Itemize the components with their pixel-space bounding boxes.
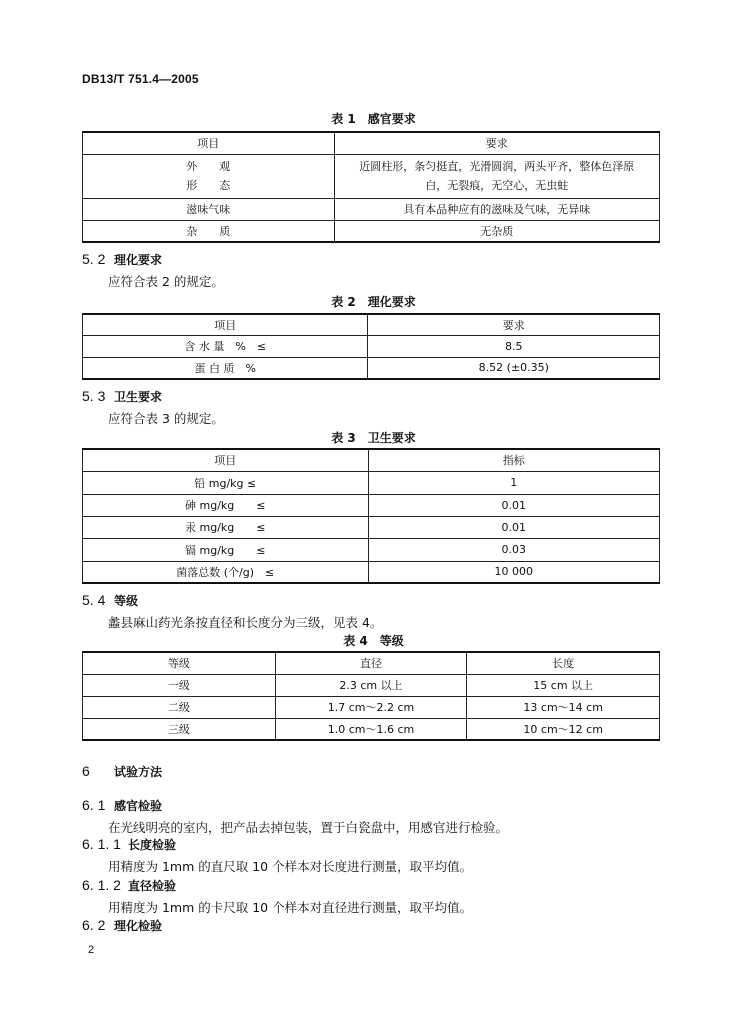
table3-val: 10 000 bbox=[368, 561, 659, 583]
table2-item: 蛋 白 质 % bbox=[83, 357, 368, 379]
section-number: 5. 2 bbox=[82, 251, 106, 267]
table2-header-row bbox=[83, 314, 660, 335]
table3-item: 铅 mg/kg ≤ bbox=[83, 471, 369, 494]
table1-req: 近圆柱形，条匀挺直，光滑圆润，两头平齐，整体色泽原 白，无裂痕，无空心，无虫蛀 bbox=[334, 154, 659, 198]
table1-item: 外 观 形 态 bbox=[83, 154, 335, 198]
section-title: 试验方法 bbox=[114, 765, 163, 779]
table-row bbox=[83, 471, 660, 494]
table4-len: 13 cm～14 cm bbox=[467, 696, 660, 718]
table2-req: 8.5 bbox=[368, 335, 660, 357]
section-title: 卫生要求 bbox=[114, 390, 163, 404]
table2-item: 含 水 量 % ≤ bbox=[83, 335, 368, 357]
table-row bbox=[83, 494, 660, 516]
table4 bbox=[82, 651, 660, 741]
section-6-1-text: 在光线明亮的室内，把产品去掉包装，置于白瓷盘中，用感官进行检验。 bbox=[108, 820, 509, 835]
table4-header-len: 长度 bbox=[467, 652, 660, 674]
section-number: 6. 2 bbox=[82, 917, 106, 933]
table-row bbox=[83, 335, 660, 357]
table4-len: 15 cm 以上 bbox=[467, 674, 660, 696]
table3-item: 菌落总数 (个/g) ≤ bbox=[83, 561, 369, 583]
table-row bbox=[83, 538, 660, 561]
table2-header-item: 项目 bbox=[83, 314, 368, 335]
section-6-1-1-heading bbox=[82, 836, 176, 853]
table3 bbox=[82, 448, 660, 584]
table1-req: 具有本品种应有的滋味及气味，无异味 bbox=[334, 198, 659, 220]
section-5-4-heading bbox=[82, 592, 138, 609]
table2-header-req: 要求 bbox=[368, 314, 660, 335]
table-row bbox=[83, 154, 660, 198]
table1-req: 无杂质 bbox=[334, 220, 659, 242]
table-row bbox=[83, 198, 660, 220]
table4-header-grade: 等级 bbox=[83, 652, 276, 674]
doc-id: DB13/T 751.4—2005 bbox=[82, 72, 199, 86]
table4-grade: 三级 bbox=[83, 718, 276, 740]
table4-len: 10 cm～12 cm bbox=[467, 718, 660, 740]
section-5-4-text: 蠡县麻山药光条按直径和长度分为三级，见表 4。 bbox=[108, 615, 383, 630]
table2 bbox=[82, 313, 660, 380]
table1-header-item: 项目 bbox=[83, 132, 335, 154]
table1 bbox=[82, 131, 660, 243]
table3-header-item: 项目 bbox=[83, 449, 369, 471]
table3-val: 0.01 bbox=[368, 494, 659, 516]
table4-dia: 1.0 cm～1.6 cm bbox=[275, 718, 467, 740]
table-row bbox=[83, 718, 660, 740]
table4-caption: 表 4 等级 bbox=[343, 634, 404, 648]
table3-item: 镉 mg/kg ≤ bbox=[83, 538, 369, 561]
table1-header-row bbox=[83, 132, 660, 154]
section-number: 6. 1 bbox=[82, 797, 106, 813]
table-row bbox=[83, 357, 660, 379]
section-5-3-text: 应符合表 3 的规定。 bbox=[108, 411, 224, 426]
table1-item: 滋味气味 bbox=[83, 198, 335, 220]
section-title: 理化检验 bbox=[114, 919, 163, 933]
table3-val: 1 bbox=[368, 471, 659, 494]
section-5-2-heading bbox=[82, 251, 162, 268]
table3-val: 0.03 bbox=[368, 538, 659, 561]
section-6-2-heading bbox=[82, 917, 162, 934]
section-title: 理化要求 bbox=[114, 253, 163, 267]
table3-item: 汞 mg/kg ≤ bbox=[83, 516, 369, 538]
table-row bbox=[83, 674, 660, 696]
table-row bbox=[83, 220, 660, 242]
section-number: 6 bbox=[82, 763, 90, 779]
table1-header-req: 要求 bbox=[334, 132, 659, 154]
table2-req: 8.52 (±0.35) bbox=[368, 357, 660, 379]
section-title: 感官检验 bbox=[114, 799, 163, 813]
page-number: 2 bbox=[88, 944, 95, 956]
section-6-1-1-text: 用精度为 1mm 的直尺取 10 个样本对长度进行测量，取平均值。 bbox=[108, 859, 473, 874]
table-row bbox=[83, 696, 660, 718]
section-title: 长度检验 bbox=[128, 838, 177, 852]
table3-item: 砷 mg/kg ≤ bbox=[83, 494, 369, 516]
section-number: 6. 1. 2 bbox=[82, 877, 121, 893]
table3-header-row bbox=[83, 449, 660, 471]
table-row bbox=[83, 561, 660, 583]
section-6-1-2-heading bbox=[82, 877, 176, 894]
table2-caption: 表 2 理化要求 bbox=[331, 295, 416, 309]
section-title: 直径检验 bbox=[128, 879, 177, 893]
table3-caption: 表 3 卫生要求 bbox=[331, 431, 416, 445]
section-5-3-heading bbox=[82, 388, 162, 405]
section-5-2-text: 应符合表 2 的规定。 bbox=[108, 274, 224, 289]
section-number: 5. 3 bbox=[82, 388, 106, 404]
table4-header-row bbox=[83, 652, 660, 674]
section-title: 等级 bbox=[114, 594, 139, 608]
table4-dia: 2.3 cm 以上 bbox=[275, 674, 467, 696]
section-number: 5. 4 bbox=[82, 592, 106, 608]
table-row bbox=[83, 516, 660, 538]
table3-val: 0.01 bbox=[368, 516, 659, 538]
section-number: 6. 1. 1 bbox=[82, 836, 121, 852]
table1-item: 杂 质 bbox=[83, 220, 335, 242]
table4-dia: 1.7 cm～2.2 cm bbox=[275, 696, 467, 718]
table4-grade: 一级 bbox=[83, 674, 276, 696]
table4-grade: 二级 bbox=[83, 696, 276, 718]
section-6-1-2-text: 用精度为 1mm 的卡尺取 10 个样本对直径进行测量，取平均值。 bbox=[108, 900, 473, 915]
section-6-1-heading bbox=[82, 797, 162, 814]
section-6-heading bbox=[82, 763, 162, 780]
table4-header-dia: 直径 bbox=[275, 652, 467, 674]
table1-caption: 表 1 感官要求 bbox=[331, 112, 416, 126]
table3-header-val: 指标 bbox=[368, 449, 659, 471]
